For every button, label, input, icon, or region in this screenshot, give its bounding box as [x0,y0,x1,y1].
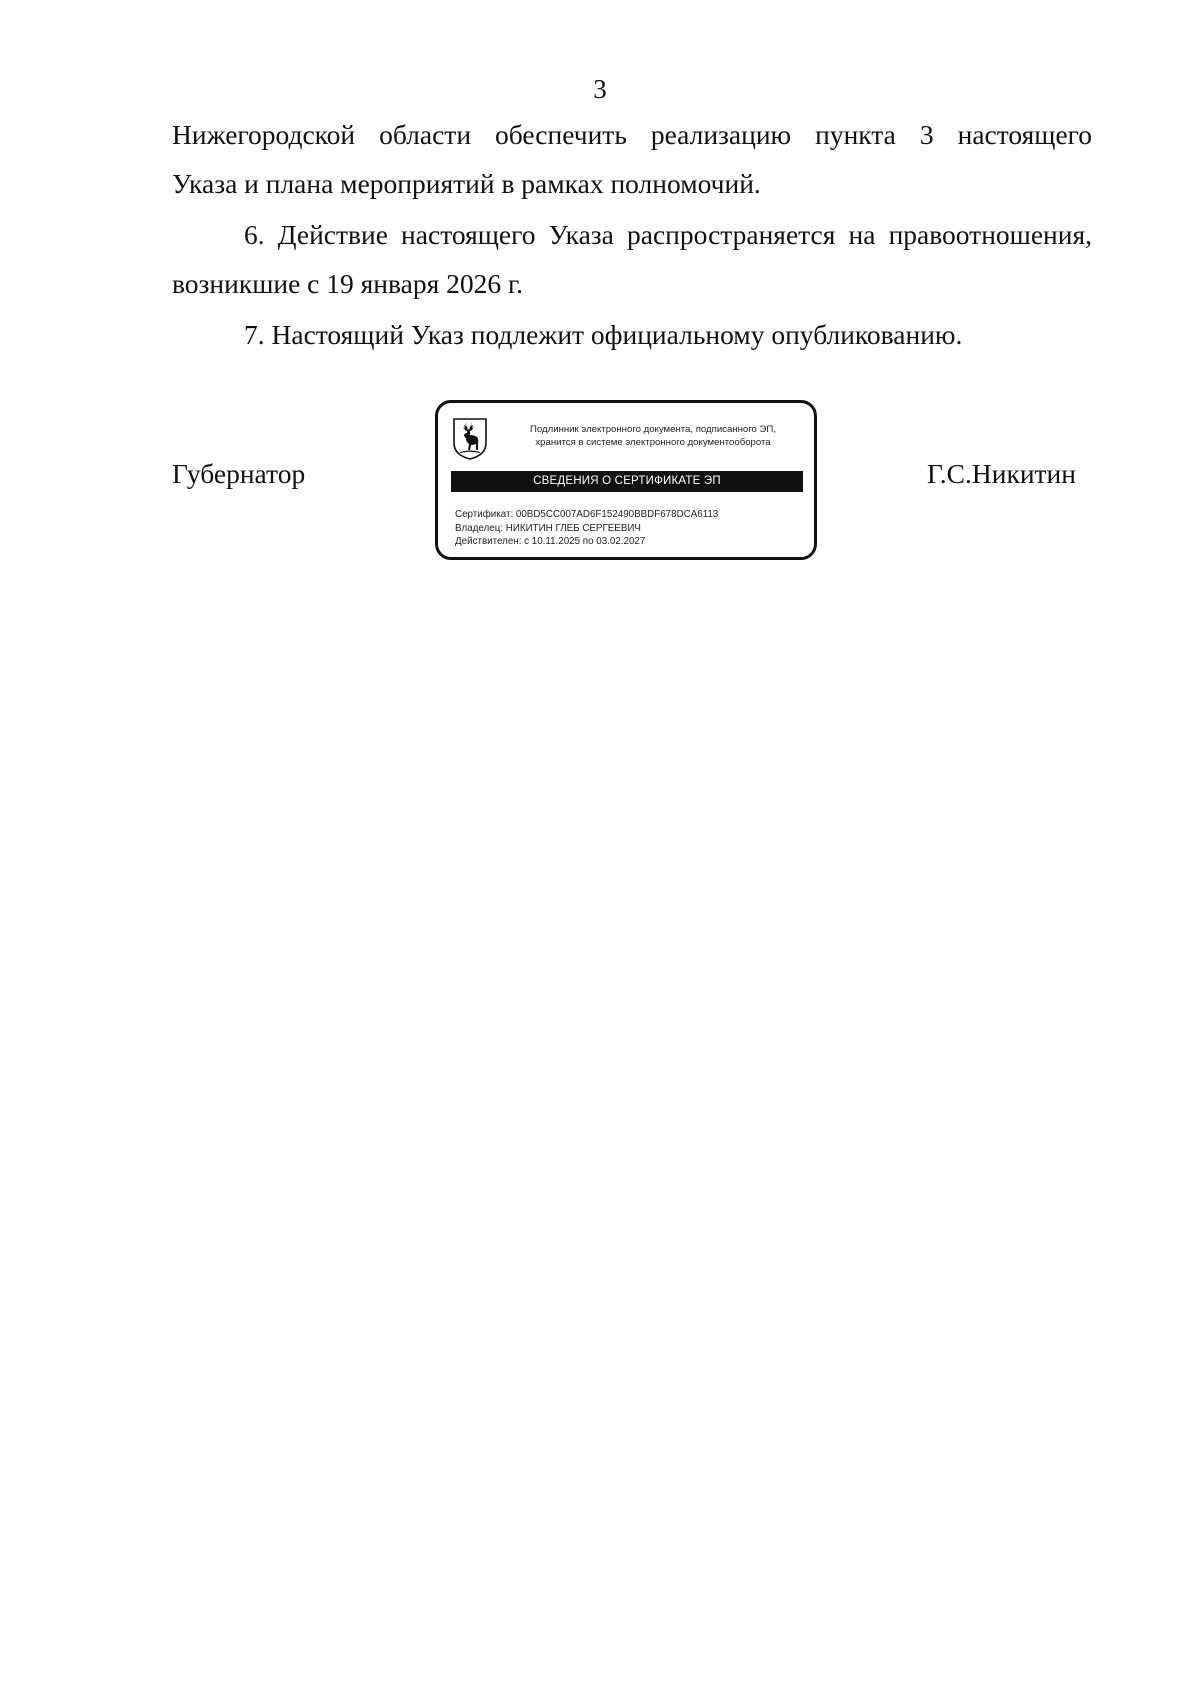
certificate-owner: Владелец: НИКИТИН ГЛЕБ СЕРГЕЕВИЧ [455,522,641,534]
certificate-validity: Действителен: с 10.11.2025 по 03.02.2027 [455,536,646,547]
stamp-header-line: хранится в системе электронного документооборота [535,437,771,448]
paragraph-line: Нижегородской области обеспечить реализацию пункта 3 настоящего [172,119,1092,150]
page-number: 3 [593,74,607,104]
signatory-position: Губернатор [172,458,306,489]
paragraph-line: Указа и плана мероприятий в рамках полномочий. [172,167,761,199]
electronic-signature-stamp [435,400,817,560]
paragraph-line: 6. Действие настоящего Указа распространяется на правоотношения, [244,219,1092,250]
signatory-name: Г.С.Никитин [927,458,1076,489]
stamp-header [500,423,806,449]
paragraph-continuation [172,111,1092,208]
deer-coat-of-arms-icon [452,417,488,460]
paragraph-line: возникшие с 19 января 2026 г. [172,267,524,299]
document-body [172,111,1092,360]
certificate-number: Сертификат: 00BD5CC007AD6F152490BBDF678DCA6113 [455,509,719,520]
paragraph-7 [172,311,1092,360]
certificate-details [455,508,805,549]
stamp-header-line: Подлинник электронного документа, подписанного ЭП, [530,424,776,435]
stamp-title-bar: СВЕДЕНИЯ О СЕРТИФИКАТЕ ЭП [451,471,803,492]
paragraph-6 [172,211,1092,308]
paragraph-line: 7. Настоящий Указ подлежит официальному опубликованию. [244,319,963,350]
